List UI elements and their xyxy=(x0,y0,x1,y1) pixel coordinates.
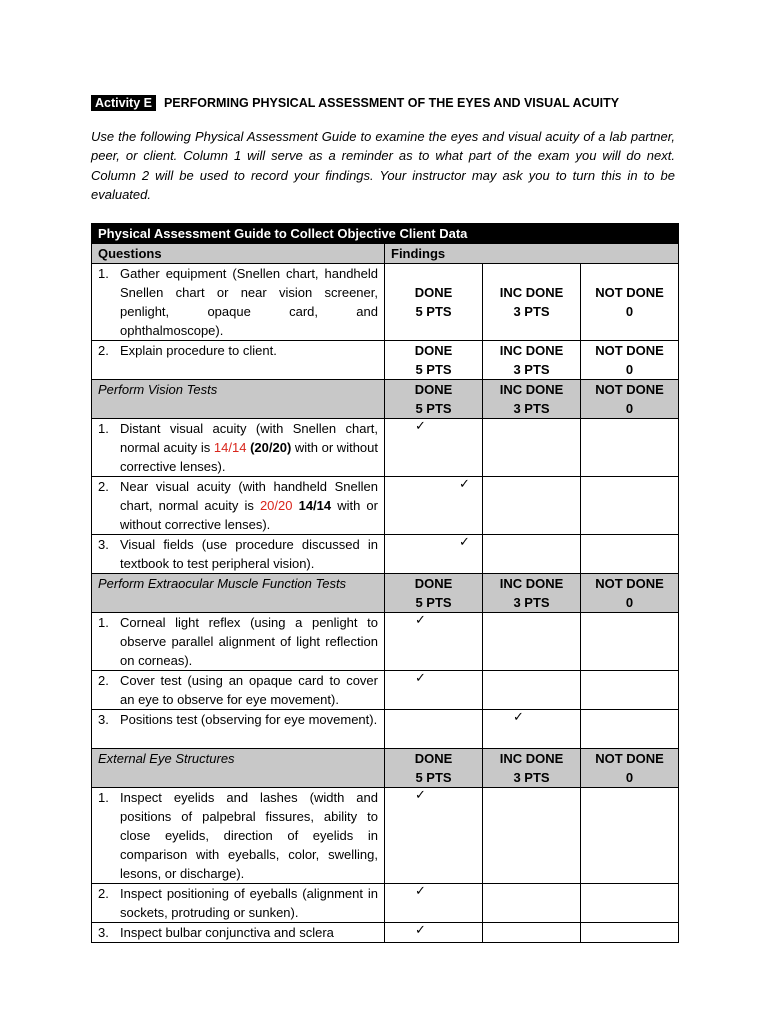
done-check-cell[interactable] xyxy=(385,710,483,749)
highlight-value: 14/14 xyxy=(213,440,247,455)
checkmark-icon: ✓ xyxy=(415,787,426,802)
section-title: External Eye Structures xyxy=(92,749,385,788)
findings-header: Findings xyxy=(385,244,679,264)
not-done-check-cell[interactable] xyxy=(581,788,679,884)
questions-header: Questions xyxy=(92,244,385,264)
not-done-check-cell[interactable] xyxy=(581,923,679,943)
table-row xyxy=(92,884,679,923)
instructions-paragraph: Use the following Physical Assessment Guide to examine the eyes and visual acuity of a lab partner, peer, or client. Column 1 will serve as a reminder as to what part of the exam you will do next. Column 2 will be used to record your findings. Your instructor may ask you to turn this in to be evaluated. xyxy=(91,129,675,202)
done-check-cell[interactable] xyxy=(385,535,483,574)
done-check-cell[interactable] xyxy=(385,788,483,884)
table-row xyxy=(92,477,679,535)
section-row-extraocular xyxy=(92,574,679,613)
not-done-score-cell: NOT DONE 0 xyxy=(581,264,679,341)
item-text: Visual fields (use procedure discussed in textbook to test peripheral vision). xyxy=(120,537,378,571)
table-row xyxy=(92,264,679,341)
table-row xyxy=(92,535,679,574)
done-score-cell: DONE 5 PTS xyxy=(385,380,483,419)
item-number: 1. xyxy=(98,421,109,436)
done-check-cell[interactable] xyxy=(385,923,483,943)
table-row xyxy=(92,671,679,710)
question-cell xyxy=(92,264,385,341)
item-number: 2. xyxy=(98,673,109,688)
item-text: Corneal light reflex (using a penlight to observe parallel alignment of light reflection on corneas). xyxy=(120,615,378,668)
done-check-cell[interactable] xyxy=(385,671,483,710)
section-title: Perform Extraocular Muscle Function Tests xyxy=(92,574,385,613)
inc-done-check-cell[interactable] xyxy=(483,477,581,535)
checkmark-icon: ✓ xyxy=(415,883,426,898)
table-row xyxy=(92,710,679,749)
done-score-cell: DONE 5 PTS xyxy=(385,574,483,613)
item-text: Inspect positioning of eyeballs (alignment in sockets, protruding or sunken). xyxy=(120,886,378,920)
item-number: 3. xyxy=(98,537,109,552)
question-cell xyxy=(92,477,385,535)
checkmark-icon: ✓ xyxy=(415,670,426,685)
inc-done-check-cell[interactable] xyxy=(483,923,581,943)
inc-done-check-cell[interactable] xyxy=(483,419,581,477)
done-score-cell: DONE 5 PTS xyxy=(385,749,483,788)
section-row-vision xyxy=(92,380,679,419)
item-text: Distant visual acuity (with Snellen chart, normal acuity is 14/14 (20/20) with or without corrective lenses). xyxy=(120,421,378,474)
inc-done-score-cell: INC DONE 3 PTS xyxy=(483,749,581,788)
item-number: 2. xyxy=(98,886,109,901)
inc-done-score-cell: INC DONE 3 PTS xyxy=(483,341,581,380)
not-done-check-cell[interactable] xyxy=(581,535,679,574)
section-title: Perform Vision Tests xyxy=(92,380,385,419)
table-row xyxy=(92,923,679,943)
done-check-cell[interactable] xyxy=(385,419,483,477)
table-row xyxy=(92,341,679,380)
question-cell xyxy=(92,710,385,749)
activity-heading xyxy=(91,94,681,112)
question-cell xyxy=(92,535,385,574)
item-text: Inspect eyelids and lashes (width and positions of palpebral fissures, ability to close eyelids, direction of eyelids in comparison with eyeballs, color, swelling, lesons, or discharge). xyxy=(120,790,378,881)
inc-done-score-cell: INC DONE 3 PTS xyxy=(483,264,581,341)
item-text: Near visual acuity (with handheld Snellen chart, normal acuity is 20/20 14/14 with or without corrective lenses). xyxy=(120,479,378,532)
table-title-row xyxy=(92,224,679,244)
assessment-guide-table xyxy=(91,223,679,943)
question-cell xyxy=(92,613,385,671)
done-score-cell: DONE 5 PTS xyxy=(385,341,483,380)
inc-done-check-cell[interactable] xyxy=(483,884,581,923)
item-text: Explain procedure to client. xyxy=(120,343,277,358)
not-done-check-cell[interactable] xyxy=(581,613,679,671)
item-number: 1. xyxy=(98,615,109,630)
not-done-score-cell: NOT DONE 0 xyxy=(581,380,679,419)
checkmark-icon: ✓ xyxy=(459,476,470,491)
item-number: 2. xyxy=(98,479,109,494)
done-check-cell[interactable] xyxy=(385,884,483,923)
checkmark-icon: ✓ xyxy=(459,534,470,549)
done-check-cell[interactable] xyxy=(385,613,483,671)
not-done-score-cell: NOT DONE 0 xyxy=(581,574,679,613)
item-text: Positions test (observing for eye movement). xyxy=(120,712,378,727)
not-done-score-cell: NOT DONE 0 xyxy=(581,749,679,788)
inc-done-score-cell: INC DONE 3 PTS xyxy=(483,574,581,613)
question-cell xyxy=(92,671,385,710)
question-cell xyxy=(92,788,385,884)
table-row xyxy=(92,419,679,477)
not-done-check-cell[interactable] xyxy=(581,710,679,749)
not-done-check-cell[interactable] xyxy=(581,671,679,710)
checkmark-icon: ✓ xyxy=(513,709,524,724)
item-text: Inspect bulbar conjunctiva and sclera xyxy=(120,925,334,940)
checkmark-icon: ✓ xyxy=(415,418,426,433)
question-cell xyxy=(92,884,385,923)
inc-done-score-cell: INC DONE 3 PTS xyxy=(483,380,581,419)
checkmark-icon: ✓ xyxy=(415,612,426,627)
question-cell xyxy=(92,341,385,380)
item-number: 3. xyxy=(98,712,109,727)
table-row xyxy=(92,613,679,671)
item-number: 2. xyxy=(98,343,109,358)
table-title: Physical Assessment Guide to Collect Objective Client Data xyxy=(92,224,679,244)
item-number: 1. xyxy=(98,266,109,281)
inc-done-check-cell[interactable] xyxy=(483,710,581,749)
highlight-value: 20/20 xyxy=(259,498,293,513)
item-number: 1. xyxy=(98,790,109,805)
activity-title: PERFORMING PHYSICAL ASSESSMENT OF THE EYES AND VISUAL ACUITY xyxy=(163,96,620,110)
not-done-check-cell[interactable] xyxy=(581,884,679,923)
inc-done-check-cell[interactable] xyxy=(483,535,581,574)
inc-done-check-cell[interactable] xyxy=(483,671,581,710)
item-text: Cover test (using an opaque card to cover an eye to observe for eye movement). xyxy=(120,673,378,707)
activity-label: Activity E xyxy=(91,95,156,111)
question-cell xyxy=(92,419,385,477)
not-done-check-cell[interactable] xyxy=(581,477,679,535)
item-text: Gather equipment (Snellen chart, handheld Snellen chart or near vision screener, penlight, opaque card, and ophthalmoscope). xyxy=(120,266,378,338)
done-score-cell: DONE 5 PTS xyxy=(385,264,483,341)
checkmark-icon: ✓ xyxy=(415,922,426,937)
not-done-check-cell[interactable] xyxy=(581,419,679,477)
table-header-row xyxy=(92,244,679,264)
inc-done-check-cell[interactable] xyxy=(483,788,581,884)
question-cell xyxy=(92,923,385,943)
not-done-score-cell: NOT DONE 0 xyxy=(581,341,679,380)
inc-done-check-cell[interactable] xyxy=(483,613,581,671)
item-number: 3. xyxy=(98,925,109,940)
section-row-external xyxy=(92,749,679,788)
table-row xyxy=(92,788,679,884)
done-check-cell[interactable] xyxy=(385,477,483,535)
